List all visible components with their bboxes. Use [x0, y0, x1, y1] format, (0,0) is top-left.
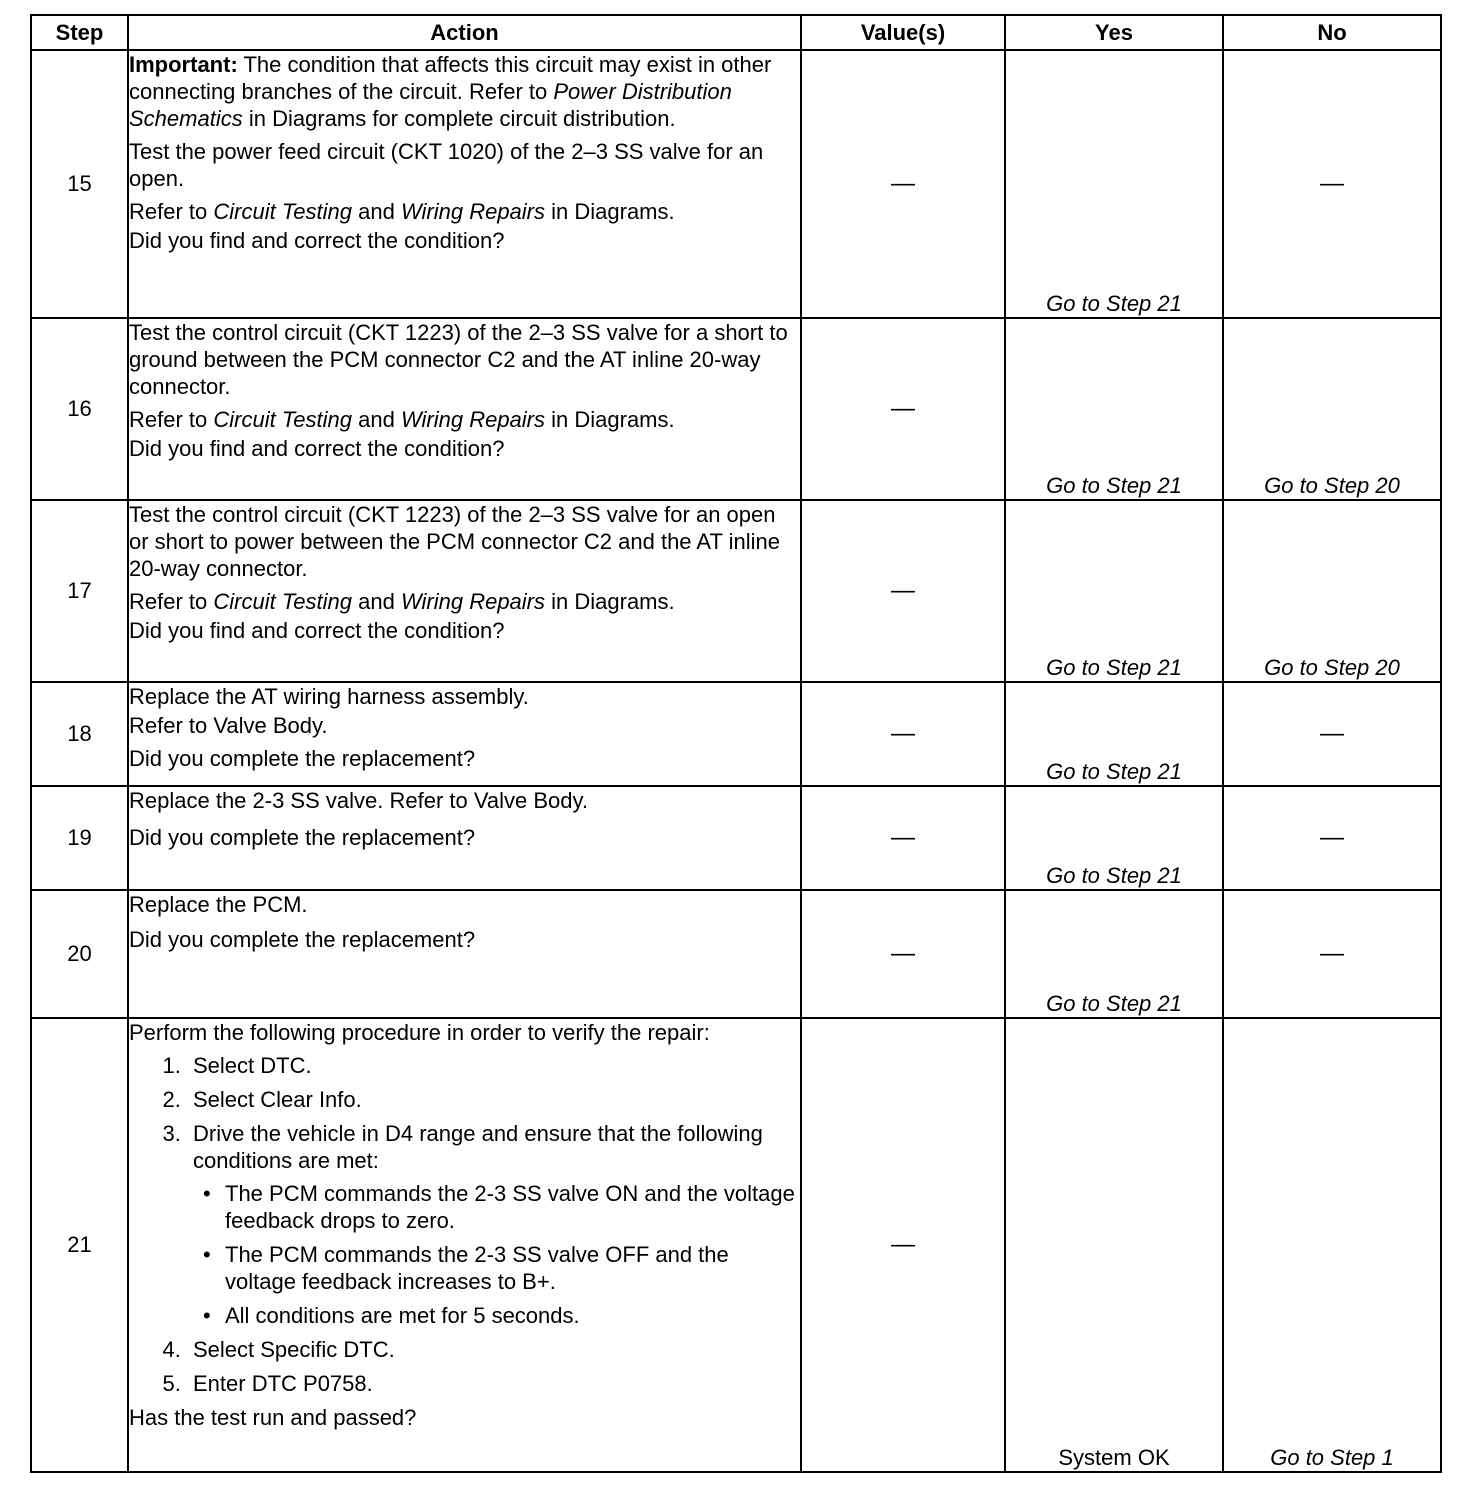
yes-cell: Go to Step 21 — [1005, 318, 1223, 500]
yes-cell: Go to Step 21 — [1005, 50, 1223, 318]
procedure-step-text: Drive the vehicle in D4 range and ensure that the following conditions are met: — [193, 1121, 763, 1173]
value-cell: — — [801, 500, 1005, 682]
action-text: Test the control circuit (CKT 1223) of the 2–3 SS valve for an open or short to power between the PCM connector C2 and the AT inline 20-way connector. — [129, 502, 780, 581]
action-cell — [128, 318, 801, 500]
table-row-step-18 — [31, 682, 1441, 786]
no-cell: Go to Step 20 — [1223, 500, 1441, 682]
action-question: Did you find and correct the condition? — [129, 618, 505, 643]
ref-wiring-repairs: Wiring Repairs — [400, 199, 546, 224]
important-text: The condition that affects this circuit may exist in other connecting branches of the circuit. Refer to — [129, 52, 772, 104]
action-text: Test the control circuit (CKT 1223) of the 2–3 SS valve for a short to ground between the PCM connector C2 and the AT inline 20-way connector. — [129, 320, 788, 399]
yes-cell: System OK — [1005, 1018, 1223, 1472]
action-question: Has the test run and passed? — [129, 1405, 417, 1430]
procedure-step: 4. Select Specific DTC. — [187, 1336, 800, 1363]
action-question: Did you complete the replacement? — [129, 825, 476, 850]
no-cell: Go to Step 1 — [1223, 1018, 1441, 1472]
condition-item: • The PCM commands the 2-3 SS valve OFF and the voltage feedback increases to B+. — [223, 1241, 800, 1295]
value-cell: — — [801, 50, 1005, 318]
header-yes: Yes — [1005, 15, 1223, 50]
important-ref: Power Distribution Schematics — [129, 79, 732, 131]
refer-line — [129, 198, 800, 225]
value-cell: — — [801, 786, 1005, 890]
refer-post: in Diagrams. — [551, 199, 675, 224]
table-row-step-16 — [31, 318, 1441, 500]
condition-item: • The PCM commands the 2-3 SS valve ON and the voltage feedback drops to zero. — [223, 1180, 800, 1234]
refer-pre: Refer to — [129, 199, 208, 224]
important-note — [129, 51, 800, 132]
ref-wiring-repairs: Wiring Repairs — [400, 407, 546, 432]
diagnostic-table — [30, 14, 1442, 1473]
procedure-intro: Perform the following procedure in order to verify the repair: — [129, 1020, 710, 1045]
refer-line — [129, 588, 800, 615]
action-cell — [128, 682, 801, 786]
action-cell — [128, 500, 801, 682]
refer-post: in Diagrams. — [551, 407, 675, 432]
refer-pre: Refer to — [129, 589, 208, 614]
refer-and: and — [358, 407, 395, 432]
important-label: Important: — [129, 52, 238, 77]
important-tail: in Diagrams for complete circuit distribution. — [248, 106, 676, 131]
action-question: Did you complete the replacement? — [129, 927, 476, 952]
action-text: Replace the AT wiring harness assembly. — [129, 684, 529, 709]
yes-cell: Go to Step 21 — [1005, 682, 1223, 786]
procedure-step — [187, 1120, 800, 1329]
condition-item: • All conditions are met for 5 seconds. — [223, 1302, 800, 1329]
no-cell: Go to Step 20 — [1223, 318, 1441, 500]
ref-circuit-testing: Circuit Testing — [213, 407, 352, 432]
refer-and: and — [358, 199, 395, 224]
ref-circuit-testing: Circuit Testing — [213, 199, 352, 224]
action-text: Replace the PCM. — [129, 892, 308, 917]
step-number: 18 — [31, 682, 128, 786]
header-no: No — [1223, 15, 1441, 50]
yes-cell: Go to Step 21 — [1005, 786, 1223, 890]
table-row-step-21 — [31, 1018, 1441, 1472]
no-cell: — — [1223, 50, 1441, 318]
refer-line — [129, 406, 800, 433]
action-cell — [128, 786, 801, 890]
action-question: Did you complete the replacement? — [129, 746, 476, 771]
no-cell: — — [1223, 890, 1441, 1018]
procedure-list — [129, 1052, 800, 1397]
table-row-step-17 — [31, 500, 1441, 682]
yes-cell: Go to Step 21 — [1005, 890, 1223, 1018]
procedure-step: 5. Enter DTC P0758. — [187, 1370, 800, 1397]
action-question: Did you find and correct the condition? — [129, 436, 505, 461]
step-number: 16 — [31, 318, 128, 500]
procedure-step: 2. Select Clear Info. — [187, 1086, 800, 1113]
action-cell — [128, 890, 801, 1018]
step-number: 17 — [31, 500, 128, 682]
step-number: 20 — [31, 890, 128, 1018]
header-row — [31, 15, 1441, 50]
table-row-step-19 — [31, 786, 1441, 890]
condition-list — [193, 1180, 800, 1329]
refer-post: in Diagrams. — [551, 589, 675, 614]
step-number: 21 — [31, 1018, 128, 1472]
action-text: Replace the 2-3 SS valve. Refer to Valve Body. — [129, 788, 588, 813]
action-cell — [128, 50, 801, 318]
refer-and: and — [358, 589, 395, 614]
ref-wiring-repairs: Wiring Repairs — [400, 589, 546, 614]
table-row-step-15 — [31, 50, 1441, 318]
header-action: Action — [128, 15, 801, 50]
step-number: 15 — [31, 50, 128, 318]
action-cell — [128, 1018, 801, 1472]
action-question: Did you find and correct the condition? — [129, 228, 505, 253]
value-cell: — — [801, 318, 1005, 500]
ref-circuit-testing: Circuit Testing — [213, 589, 352, 614]
no-cell: — — [1223, 786, 1441, 890]
step-number: 19 — [31, 786, 128, 890]
action-text: Test the power feed circuit (CKT 1020) of the 2–3 SS valve for an open. — [129, 139, 764, 191]
no-cell: — — [1223, 682, 1441, 786]
yes-cell: Go to Step 21 — [1005, 500, 1223, 682]
header-values: Value(s) — [801, 15, 1005, 50]
value-cell: — — [801, 890, 1005, 1018]
procedure-step: 1. Select DTC. — [187, 1052, 800, 1079]
table-row-step-20 — [31, 890, 1441, 1018]
value-cell: — — [801, 682, 1005, 786]
action-refer: Refer to Valve Body. — [129, 713, 328, 738]
refer-pre: Refer to — [129, 407, 208, 432]
header-step: Step — [31, 15, 128, 50]
value-cell: — — [801, 1018, 1005, 1472]
